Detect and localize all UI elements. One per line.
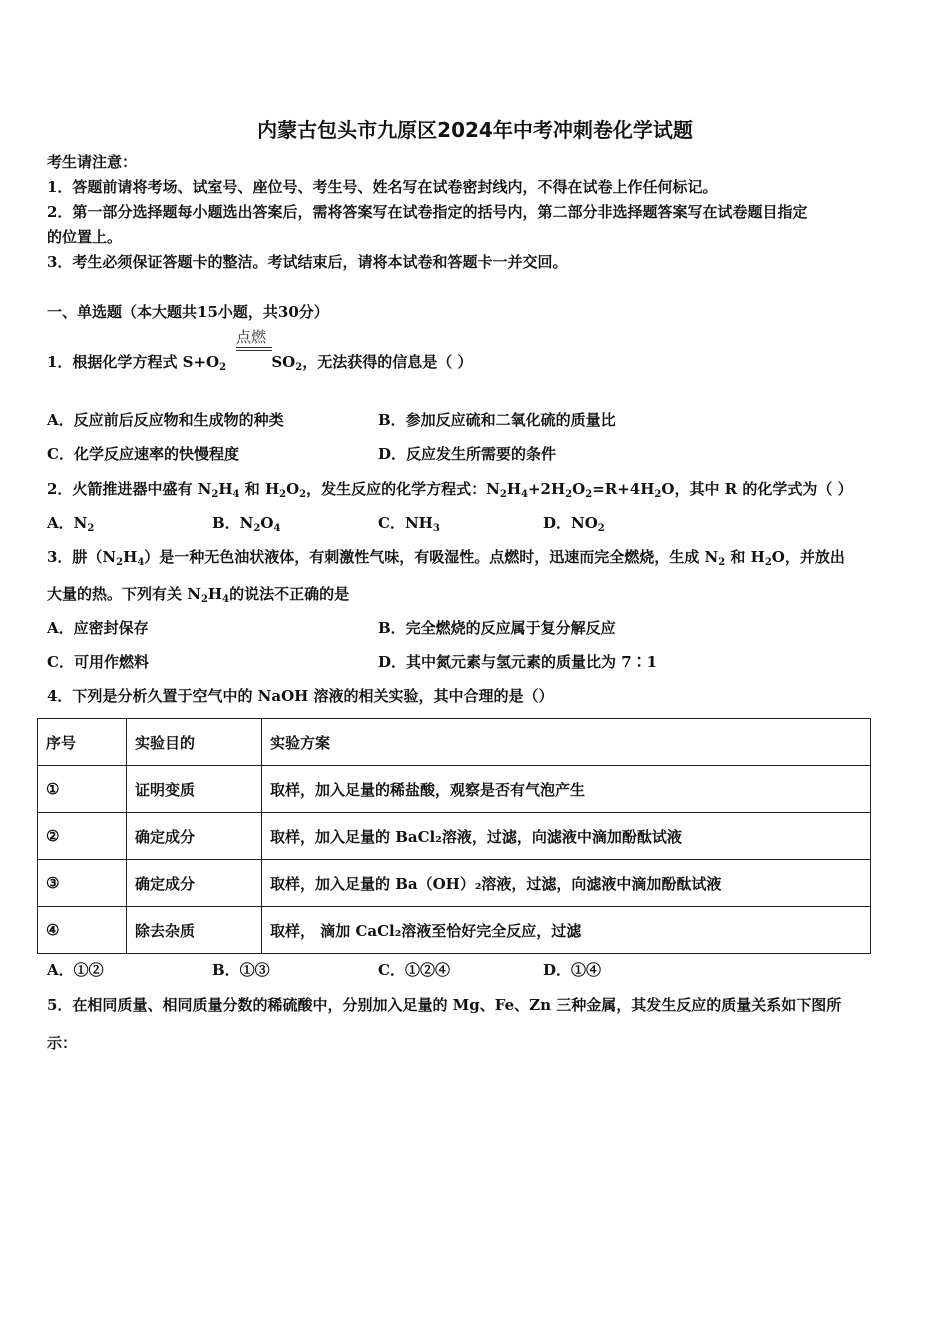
table-header-row xyxy=(38,719,871,766)
page-title: 内蒙古包头市九原区2024年中考冲刺卷化学试题 xyxy=(257,118,693,142)
q3-option-a[interactable]: A．应密封保存 xyxy=(47,619,149,637)
row-purpose: 证明变质 xyxy=(127,766,262,813)
table-row xyxy=(38,766,871,813)
reaction-condition: 点燃 xyxy=(236,328,267,346)
row-purpose: 确定成分 xyxy=(127,860,262,907)
equation-bar-top xyxy=(236,347,272,348)
question-3-stem-line2: 大量的热。下列有关 $N_2H_4$的说法不正确的是 xyxy=(47,585,350,605)
notice-item-2-cont: 的位置上。 xyxy=(47,228,123,246)
header-plan: 实验方案 xyxy=(262,719,871,766)
q4-option-d[interactable]: D．①④ xyxy=(543,961,602,979)
table-row xyxy=(38,907,871,954)
notice-item-3: 3．考生必须保证答题卡的整洁。考试结束后，请将本试卷和答题卡一并交回。 xyxy=(47,253,568,271)
row-index: ④ xyxy=(38,907,127,954)
question-4-stem: 4．下列是分析久置于空气中的 NaOH 溶液的相关实验，其中合理的是（） xyxy=(47,687,554,705)
q2-option-d[interactable]: D．$NO_2$ xyxy=(543,514,605,534)
equation-bar-bottom xyxy=(236,350,272,351)
q1-option-c[interactable]: C．化学反应速率的快慢程度 xyxy=(47,445,239,463)
q1-option-a[interactable]: A．反应前后反应物和生成物的种类 xyxy=(47,411,284,429)
q3-option-b[interactable]: B．完全燃烧的反应属于复分解反应 xyxy=(378,619,616,637)
q4-option-c[interactable]: C．①②④ xyxy=(378,961,450,979)
row-index: ③ xyxy=(38,860,127,907)
q1-option-d[interactable]: D．反应发生所需要的条件 xyxy=(378,445,557,463)
q3-option-d[interactable]: D．其中氮元素与氢元素的质量比为 7∶1 xyxy=(378,653,658,671)
question-2-stem: 2．火箭推进器中盛有 $N_2H_4$ 和 $H_2O_2$，发生反应的化学方程式：$N_2H_4+2H_2O_2=R+4H_2O$，其中 R 的化学式为（ ） xyxy=(47,480,853,500)
q4-option-b[interactable]: B．①③ xyxy=(212,961,270,979)
q1-prefix: 1．根据化学方程式 S+O xyxy=(47,353,220,371)
experiment-table xyxy=(37,718,871,954)
notice-heading: 考生请注意： xyxy=(47,153,138,171)
q2-option-c[interactable]: C．$NH_3$ xyxy=(378,514,440,534)
question-1-stem: 1．根据化学方程式 $S+O_2$ $SO_2$，无法获得的信息是（ ） xyxy=(47,353,473,373)
table-row xyxy=(38,860,871,907)
row-plan: 取样， 滴加 CaCl₂溶液至恰好完全反应，过滤 xyxy=(262,907,871,954)
header-index: 序号 xyxy=(38,719,127,766)
section-heading: 一、单选题（本大题共15小题，共30分） xyxy=(47,303,329,321)
question-5-stem-line1: 5．在相同质量、相同质量分数的稀硫酸中，分别加入足量的 Mg、Fe、Zn 三种金属，其发生反应的质量关系如下图所 xyxy=(47,996,842,1014)
row-plan: 取样，加入足量的稀盐酸，观察是否有气泡产生 xyxy=(262,766,871,813)
notice-item-2: 2．第一部分选择题每小题选出答案后，需将答案写在试卷指定的括号内，第二部分非选择题答案写在试卷题目指定 xyxy=(47,203,808,221)
q1-option-b[interactable]: B．参加反应硫和二氧化硫的质量比 xyxy=(378,411,616,429)
row-plan: 取样，加入足量的 BaCl₂溶液，过滤，向滤液中滴加酚酞试液 xyxy=(262,813,871,860)
q2-option-a[interactable]: A．$N_2$ xyxy=(47,514,95,534)
question-5-stem-line2: 示： xyxy=(47,1034,78,1052)
q1-suffix: ，无法获得的信息是（ ） xyxy=(302,353,473,371)
header-purpose: 实验目的 xyxy=(127,719,262,766)
table-row xyxy=(38,813,871,860)
q3-option-c[interactable]: C．可用作燃料 xyxy=(47,653,149,671)
row-index: ② xyxy=(38,813,127,860)
row-plan: 取样，加入足量的 Ba（OH）₂溶液，过滤，向滤液中滴加酚酞试液 xyxy=(262,860,871,907)
row-purpose: 确定成分 xyxy=(127,813,262,860)
q2-text-a: 2．火箭推进器中盛有 N xyxy=(47,480,212,498)
q2-text-c: ，其中 R 的化学式为（ ） xyxy=(674,480,853,498)
row-index: ① xyxy=(38,766,127,813)
row-purpose: 除去杂质 xyxy=(127,907,262,954)
notice-item-1: 1．答题前请将考场、试室号、座位号、考生号、姓名写在试卷密封线内，不得在试卷上作任何标记。 xyxy=(47,178,718,196)
q2-text-b: ，发生反应的化学方程式：N xyxy=(306,480,500,498)
q4-option-a[interactable]: A．①② xyxy=(47,961,104,979)
q2-option-b[interactable]: B．$N_2O_4$ xyxy=(212,514,281,534)
question-3-stem-line1: 3．肼$(N_2H_4)$是一种无色油状液体，有刺激性气味，有吸湿性。点燃时，迅速而完全燃烧，生成 $N_2$ 和 $H_2O$，并放出 xyxy=(47,548,845,568)
